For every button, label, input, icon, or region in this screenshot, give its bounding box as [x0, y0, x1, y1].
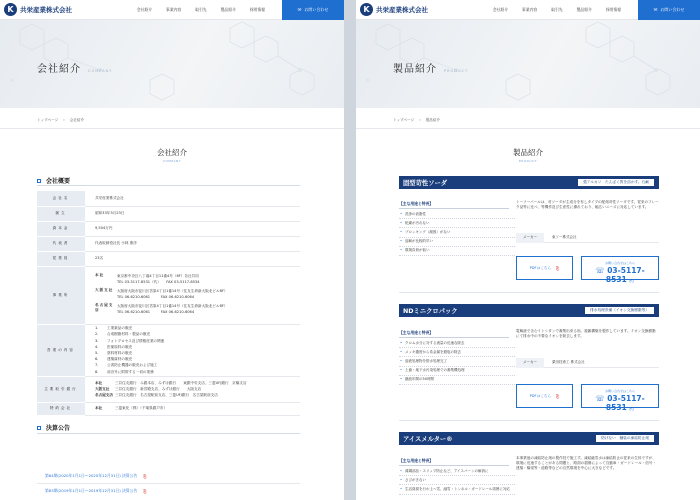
row-label: 従業員	[37, 251, 85, 266]
row-value: 9,504万円	[85, 221, 300, 236]
table-row-affiliate	[37, 402, 300, 415]
office-tel: TEL 06-6210-6061 FAX 06-6210-6064	[117, 309, 195, 314]
product-description: 電解液で含むイトシタンで凝集出来る形。複雑構築を製作しています。イオン交換樹脂にて排水中の不要なイオンを除去します。	[516, 329, 656, 339]
envelope-icon: ✉	[653, 7, 658, 13]
pdf-icon: ⎘	[556, 393, 560, 399]
office-entry	[95, 273, 300, 285]
breadcrumb-home[interactable]: トップページ	[37, 118, 59, 122]
office-tel: TEL 06-6210-6061 FAX 06-6210-6064	[117, 294, 195, 299]
banks-cell	[85, 376, 300, 402]
pdf-button[interactable]	[516, 384, 573, 408]
list-item: • クロム水分に対する流量の迅速な除去	[399, 339, 515, 348]
global-nav	[486, 0, 628, 20]
table-row	[37, 221, 300, 236]
bank-entry: 本社 三井住友銀行 み銀本店、みずほ銀行 東銀中央支店、三菱UFJ銀行 京橋支店	[95, 380, 247, 385]
maker-label: メーカー	[516, 358, 544, 368]
maker-value: 東ソー株式会社	[552, 235, 577, 239]
settlement-heading	[37, 423, 70, 432]
row-value: 共栄産業株式会社	[85, 191, 300, 206]
office-name: 名古屋支店	[95, 302, 114, 312]
logo-text: 共栄産業株式会社	[20, 6, 72, 14]
hero-title	[393, 60, 468, 75]
row-label: 特約会社	[37, 402, 85, 415]
news-link-label: 第63期(2019年1月1日〜2019年12月31日) 決算公告	[45, 488, 138, 493]
phone-caption: お問い合わせはこちら	[604, 261, 635, 265]
site-logo[interactable]	[360, 3, 428, 16]
table-row	[37, 191, 300, 206]
table-row-offices	[37, 266, 300, 324]
divider	[356, 128, 700, 129]
nav-item-company[interactable]: 会社紹介	[136, 7, 153, 12]
product-tag: 強アルカリ たんぱく質を溶かす。石鹸	[578, 179, 654, 186]
features-list	[399, 467, 515, 495]
list-item: 2. 合成樹脂材料・製品の販売	[95, 332, 151, 337]
bank-entry: 大阪支社 三井住友銀行 新宮殿支店、みずほ銀行 大阪支店	[95, 386, 202, 391]
office-address: 大阪府大阪市淀川区宮原4丁目1番14号（住友生命新大阪北ビル8F）	[117, 288, 228, 293]
row-label: 代表者	[37, 236, 85, 251]
row-label: 創立	[37, 206, 85, 221]
product-header	[399, 176, 659, 189]
product-divider	[399, 292, 659, 293]
table-row	[37, 206, 300, 221]
breadcrumb-current: 会社紹介	[69, 118, 85, 122]
table-row-banks	[37, 376, 300, 402]
product-tag: 防げない 舗装の凍結防止剤	[596, 435, 654, 442]
nav-item-products[interactable]: 製品紹介	[220, 7, 236, 12]
phone-contact-button[interactable]	[581, 256, 659, 284]
section-title-text: 会社紹介	[157, 148, 187, 157]
row-label: 営業の内容	[37, 324, 85, 376]
office-tel: TEL 03-5117-8531（代） FAX 03-5117-8534	[117, 279, 200, 284]
list-item: • 上値・地下水汚染処理での凝集機処理	[399, 367, 515, 376]
section-title	[0, 147, 344, 163]
product-page-screenshot	[356, 0, 700, 500]
news-link[interactable]	[45, 473, 146, 479]
product-tag: 排水処理設備（イオン交換樹脂等）	[585, 307, 654, 314]
company-page-screenshot	[0, 0, 344, 500]
section-title-text: 製品紹介	[513, 148, 543, 157]
settlement-heading-text: 決算公告	[46, 425, 71, 432]
row-label: 資本金	[37, 221, 85, 236]
breadcrumb-current: 製品紹介	[425, 118, 441, 122]
product-description: 本事業他の凍結防止剤の製作技で施工す。凍結融雪水は凍結防止の従来の生体ですが、環境に迅速することがある問題と、路面の損傷によって自動車・ガードレール・信号・建築・橋梁等・道路等などの自然環境を中心に大きなどです。	[516, 456, 657, 471]
section-title-en: PRODUCT	[518, 159, 538, 163]
product-divider	[399, 420, 659, 421]
divider	[0, 128, 344, 129]
section-title-en: COMPANY	[162, 159, 182, 163]
list-item: 7. 公害防止機器の販売および施工	[95, 363, 158, 368]
hero-title	[37, 60, 112, 75]
product-name: アイスメルター®	[403, 436, 453, 443]
office-name: 本社	[95, 272, 105, 277]
breadcrumb-separator: ›	[419, 118, 421, 122]
bank-entry: 名古屋支店 三井住友銀行 名古屋駅前支店、三菱UFJ銀行 名古屋駅前支店	[95, 393, 218, 398]
row-value: 代表取締役社長 小林 康彦	[85, 236, 300, 251]
logo-mark-icon: K	[360, 3, 373, 16]
table-row-business	[37, 324, 300, 376]
table-row	[37, 251, 300, 266]
list-item: • ブロッキング（凝固）がない	[399, 228, 515, 237]
maker-label: メーカー	[516, 233, 544, 243]
nav-item-products[interactable]: 製品紹介	[576, 7, 592, 12]
features-heading: 【主な用途と特長】	[399, 330, 434, 335]
list-item: 8. 前各号に附帯する一切の業務	[95, 369, 154, 374]
site-logo[interactable]	[4, 3, 72, 16]
nav-item-company[interactable]: 会社紹介	[492, 7, 509, 12]
list-item: 6. 建築資材の販売	[95, 357, 133, 362]
square-bullet-icon	[37, 426, 41, 430]
row-label: 主要取引銀行	[37, 376, 85, 402]
heading-underline	[37, 433, 300, 434]
list-item: • 環境負荷が低い	[399, 247, 515, 256]
phone-contact-button[interactable]	[581, 384, 659, 412]
phone-number: ☏ 03-5117-8531 (代)	[595, 266, 645, 284]
maker-row	[516, 358, 659, 368]
nav-item-clients[interactable]: 取引先	[551, 7, 563, 12]
features-list	[399, 339, 515, 385]
list-item: 5. 塗料材料の販売	[95, 351, 133, 355]
list-item: 3. フォトプロセス及び情報産業の関連	[95, 338, 165, 343]
global-nav	[130, 0, 272, 20]
features-underline	[399, 465, 509, 466]
nav-item-recruit[interactable]: 採用情報	[605, 7, 621, 12]
news-divider	[37, 483, 300, 484]
row-label: 会社名	[37, 191, 85, 206]
list-item: • 薄鋼部品・スリップ防止など、アイスバーンの解消に	[399, 467, 515, 476]
offices-cell	[85, 266, 300, 324]
list-item: • 継続年間の50時間	[399, 376, 515, 385]
nav-item-business[interactable]: 事業内容	[522, 7, 538, 12]
news-link[interactable]	[45, 488, 146, 494]
office-name: 大阪支社	[95, 287, 114, 292]
features-underline	[399, 208, 509, 209]
business-list	[95, 325, 300, 375]
site-header	[356, 0, 700, 20]
company-overview-table	[37, 191, 300, 416]
list-item: • さびがきない	[399, 476, 515, 485]
row-label: 事業所	[37, 266, 85, 324]
features-underline	[399, 337, 509, 338]
hero-subtitle: COMPANY	[88, 69, 113, 73]
contact-button-label: お問い合わせ	[660, 7, 685, 12]
pdf-button-label: PDFはこちら	[529, 265, 552, 270]
phone-number: ☏ 03-5117-8531 (代)	[595, 394, 645, 412]
heading-underline	[37, 185, 300, 186]
affiliate-cell: 本社 三菱東化（株）（千葉県銀戸市）	[85, 402, 300, 415]
breadcrumb	[393, 118, 440, 123]
maker-row	[516, 233, 659, 243]
contact-button[interactable]	[282, 0, 344, 20]
pdf-icon: ⎘	[143, 473, 147, 479]
pdf-icon: ⎘	[556, 265, 560, 271]
logo-mark-icon: K	[4, 3, 17, 16]
nav-item-business[interactable]: 事業内容	[166, 7, 182, 12]
overview-heading-text: 会社概要	[46, 178, 71, 185]
page-hero	[356, 20, 700, 108]
row-value: 23名	[85, 251, 300, 266]
list-item: • 溶液処理物を排水処理完了	[399, 357, 515, 366]
section-title	[356, 147, 700, 163]
breadcrumb-home[interactable]: トップページ	[393, 118, 415, 122]
square-bullet-icon	[37, 179, 41, 183]
envelope-icon: ✉	[297, 7, 302, 13]
product-description: トーソーパールは、苛ソーダが主成分を有しタイプの配剤苛性ソーダです。従来のフレーク品等に比べ、等機作及び生産性に優れており、幅広いニーズに対応しています。	[516, 200, 659, 210]
office-entry	[95, 303, 300, 315]
table-row	[37, 236, 300, 251]
list-item: 4. 医薬原料の販売	[95, 344, 133, 349]
site-header	[0, 0, 344, 20]
product-header	[399, 432, 659, 445]
nav-item-clients[interactable]: 取引先	[195, 7, 207, 12]
news-link-label: 第64期(2020年1月1日〜2020年12月31日) 決算公告	[45, 473, 138, 478]
overview-heading	[37, 176, 70, 185]
business-cell	[85, 324, 300, 376]
office-address: 大阪府大阪市淀川区宮原4丁目1番14号（住友生命新大阪北ビル8F）	[117, 303, 228, 308]
office-address: 東京都中央区八丁堀4丁目11番4号（6F）各社共同	[117, 273, 199, 278]
row-value: 昭和33年3月23日	[85, 206, 300, 221]
maker-value: 栗田技術工 株式会社	[552, 360, 585, 364]
logo-text: 共栄産業株式会社	[376, 6, 428, 14]
contact-button[interactable]	[638, 0, 700, 20]
features-heading: 【主な用途と特長】	[399, 201, 434, 206]
list-item: • 乾燥が汚れない	[399, 219, 515, 228]
nav-item-recruit[interactable]: 採用情報	[249, 7, 265, 12]
list-item: • 生活資源を行わ上へ雪、融雪・トンネル・ガードレール周囲に対応	[399, 485, 515, 494]
product-name: NDミニクロパック	[403, 308, 458, 315]
product-header	[399, 304, 659, 317]
list-item: 1. 工業薬品の販売	[95, 326, 133, 331]
features-heading: 【主な用途と特長】	[399, 458, 434, 463]
hero-title-text: 会社紹介	[37, 64, 81, 75]
list-item: • メッキ濃度から希金属を錯塩の除去	[399, 348, 515, 357]
features-list	[399, 210, 515, 256]
list-item: • 溶解が比較的早い	[399, 238, 515, 247]
office-entry	[95, 288, 300, 300]
pdf-button-label: PDFはこちら	[529, 393, 552, 398]
contact-button-label: お問い合わせ	[304, 7, 329, 12]
breadcrumb	[37, 118, 84, 123]
pdf-icon: ⎘	[143, 488, 147, 494]
hero-subtitle: PRODUCT	[444, 69, 469, 73]
phone-caption: お問い合わせはこちら	[604, 389, 635, 393]
list-item: • 洗浄の油脂性	[399, 210, 515, 219]
hero-title-text: 製品紹介	[393, 64, 437, 75]
pdf-button[interactable]	[516, 256, 573, 280]
page-hero	[0, 20, 344, 108]
product-name: 固型苛性ソーダ	[403, 180, 448, 187]
breadcrumb-separator: ›	[63, 118, 65, 122]
